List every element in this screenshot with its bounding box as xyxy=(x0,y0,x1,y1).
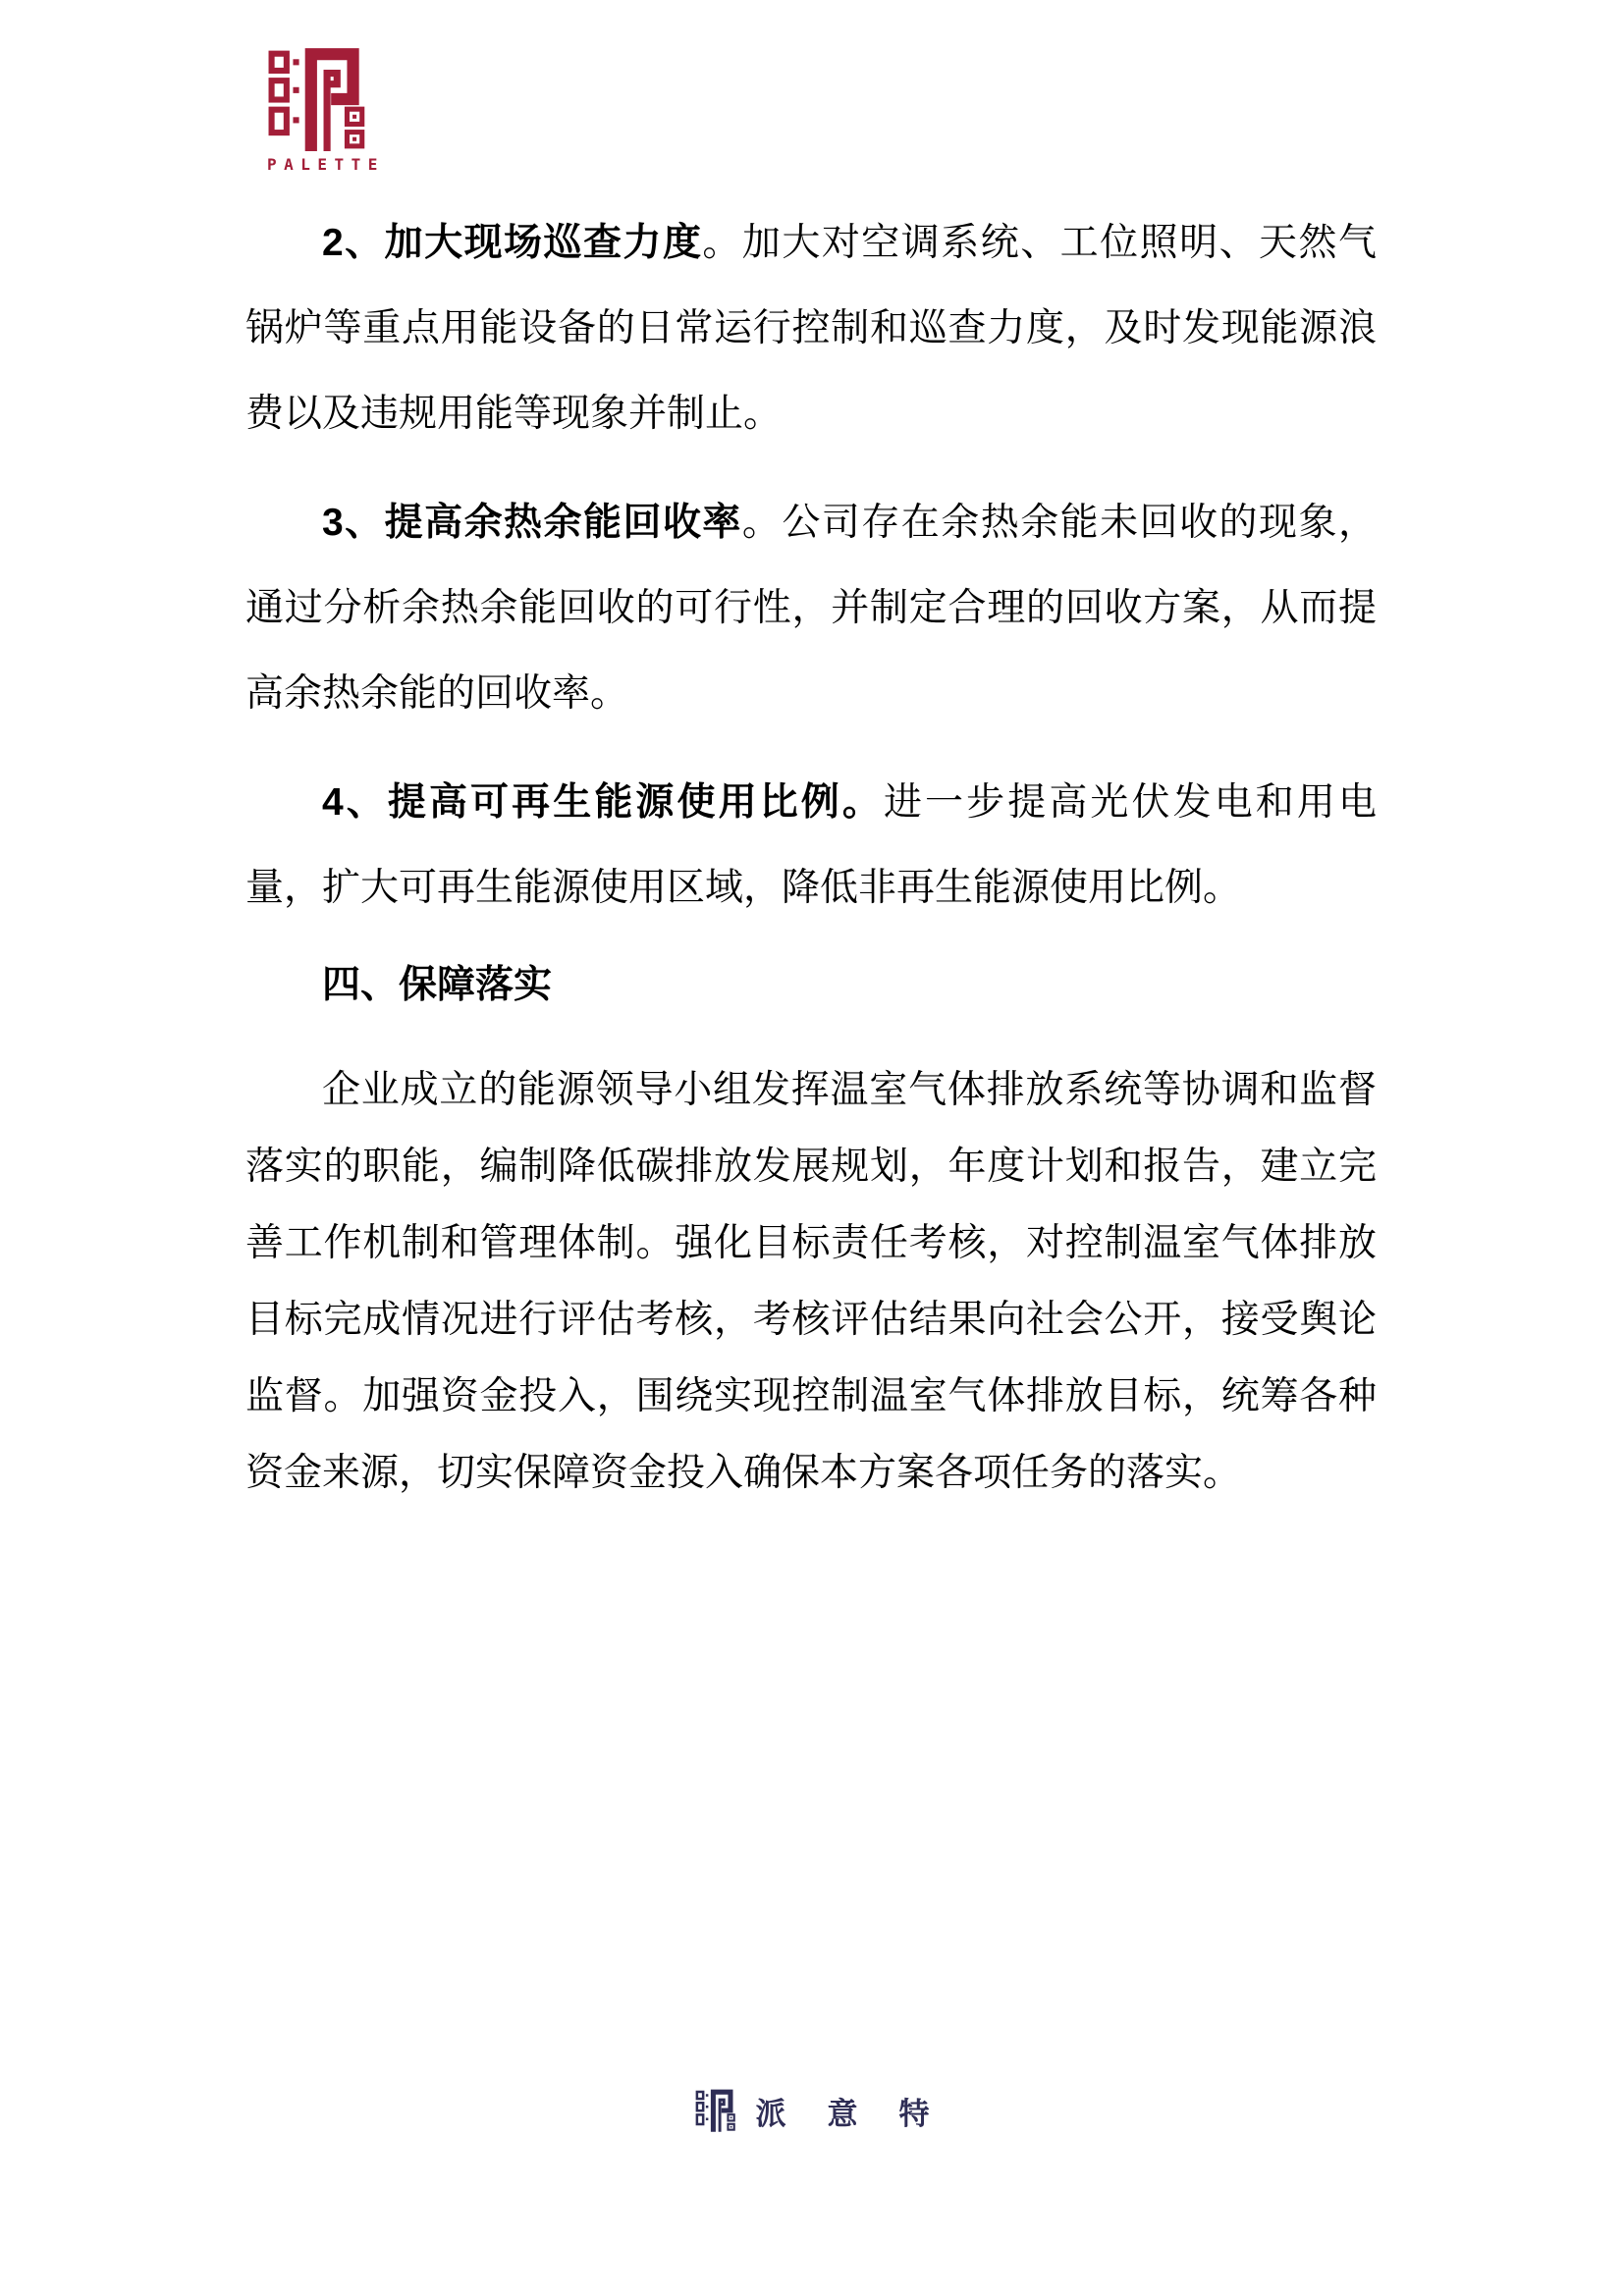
paragraph-3-text: 。公司存在余热余能未回收的现象，通过分析余热余能回收的可行性，并制定合理的回收方案，从而提高余热余能的回收率。 xyxy=(245,502,1377,715)
header-logo xyxy=(267,47,383,174)
footer-logo xyxy=(0,2083,1624,2138)
paragraph-4-lead: 4、提高可再生能源使用比例。 xyxy=(322,781,884,824)
paragraph-item-2 xyxy=(245,200,1377,456)
paiyite-logo-mark-icon xyxy=(695,2089,740,2132)
paiyite-logo-text: 派意特 xyxy=(755,2096,971,2131)
paragraph-item-4 xyxy=(245,760,1377,931)
paragraph-2-text: 。加大对空调系统、工位照明、天然气锅炉等重点用能设备的日常运行控制和巡查力度，及时发现能源浪费以及违规用能等现象并制止。 xyxy=(245,222,1377,435)
document-body xyxy=(245,200,1377,1512)
paragraph-item-3 xyxy=(245,480,1377,736)
paragraph-4-text: 进一步提高光伏发电和用电量，扩大可再生能源使用区域，降低非再生能源使用比例。 xyxy=(245,781,1377,909)
closing-paragraph: 企业成立的能源领导小组发挥温室气体排放系统等协调和监督落实的职能，编制降低碳排放发展规划，年度计划和报告，建立完善工作机制和管理体制。强化目标责任考核，对控制温室气体排放目标完成情况进行评估考核，考核评估结果向社会公开，接受舆论监督。加强资金投入，围绕实现控制温室气体排放目标，统筹各种资金来源，切实保障资金投入确保本方案各项任务的落实。 xyxy=(245,1069,1377,1494)
palette-logo-mark-icon xyxy=(267,47,377,151)
section-heading: 四、保障落实 xyxy=(322,964,553,1006)
paragraph-2-lead: 2、加大现场巡查力度 xyxy=(322,222,703,264)
paragraph-3-lead: 3、提高余热余能回收率 xyxy=(322,502,742,544)
palette-logo-wordmark: PALETTE xyxy=(267,155,385,174)
